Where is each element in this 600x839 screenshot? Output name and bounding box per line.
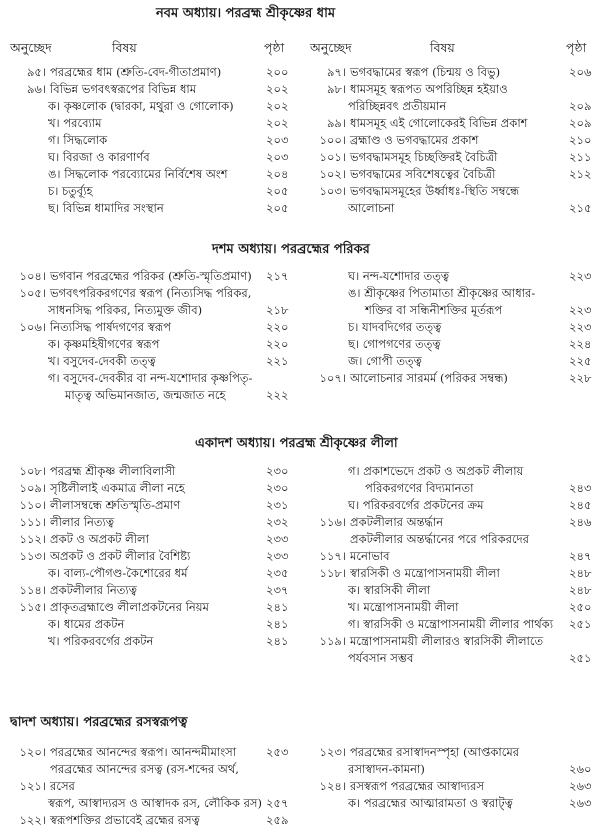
entry-subject: প্রকটলীলার নিত্যত্ব	[50, 583, 137, 597]
toc-entry	[300, 531, 600, 565]
toc-entry	[0, 183, 300, 200]
column-headers	[0, 38, 600, 58]
entry-subject: ব্রহ্মাণ্ড ও ভগবদ্ধামের প্রকাশ	[350, 133, 479, 147]
entry-page-number: ২০০	[266, 65, 289, 79]
toc-entry	[0, 149, 300, 166]
entry-number: ৯৮।	[326, 82, 346, 96]
chapter-12	[0, 713, 600, 839]
entry-page-number: ২০৩	[266, 150, 289, 164]
entry-subject: গ। বসুদেব-দেবকীর বা নন্দ-যশোদার কৃষ্ণপিতৃ-	[48, 371, 253, 385]
entry-page-number: ২২৩	[569, 320, 592, 334]
entry-page-number: ২১৫	[569, 201, 592, 215]
toc-entry	[300, 285, 600, 302]
entry-page-number: ২৬৩	[569, 779, 592, 793]
entry-subject: ক। কৃষ্ণলোক (দ্বারকা, মথুরা ও গোলোক)	[48, 99, 234, 113]
entry-subject: অপ্রকট ও প্রকট লীলার বৈশিষ্ট্য	[50, 549, 191, 563]
toc-entry	[0, 744, 300, 761]
toc-entry	[300, 514, 600, 531]
chapter-9-left-column	[0, 64, 300, 217]
entry-subject: নিত্যসিদ্ধ পার্ষদগণের স্বরূপ	[50, 320, 171, 334]
chapter-9-title: নবম অধ্যায়। পরব্রহ্ম শ্রীকৃষ্ণের ধাম	[156, 6, 336, 21]
entry-number: ১২০।	[19, 745, 46, 759]
entry-subject: ঙ। সিদ্ধলোক পরব্যোমের নির্বিশেষ অংশ	[48, 167, 228, 181]
entry-page-number: ২২১	[266, 354, 289, 368]
entry-page-number: ২৫৯	[266, 813, 289, 827]
entry-subject: ভগবৎপরিকরগণের স্বরূপ (নিত্যসিদ্ধ পরিকর,	[50, 286, 252, 300]
entry-number: ১০১।	[319, 150, 346, 164]
toc-entry	[300, 582, 600, 599]
toc-entry-continuation	[300, 200, 600, 217]
toc-entry	[0, 633, 300, 650]
chapter-11-right-column	[300, 463, 600, 667]
entry-subject: ভগবদ্ধামসমূহের উর্ধ্বাধঃ-স্থিতি সম্বন্ধে	[350, 184, 520, 198]
entry-page-number: ২২৩	[569, 269, 592, 283]
toc-entry	[0, 812, 300, 829]
entry-page-number: ২২৪	[569, 337, 592, 351]
entry-subject: ঙ। শ্রীকৃষ্ণের পিতামাতা শ্রীকৃষ্ণের আধার-	[348, 286, 536, 300]
toc-entry-continuation	[0, 795, 300, 812]
entry-subject: ভগবদ্ধামের সবিশেষত্বের বৈচিত্রী	[350, 167, 496, 181]
entry-page-number: ২১০	[569, 133, 592, 147]
toc-entry	[300, 336, 600, 353]
entry-subject: পরব্রহ্ম শ্রীকৃষ্ণ লীলাবিলাসী	[50, 464, 176, 478]
entry-page-number: ২০২	[266, 99, 289, 113]
entry-subject: খ। পরব্যোম	[48, 116, 102, 130]
header-page: পৃষ্ঠা	[264, 40, 285, 55]
entry-number: ১২২।	[19, 813, 46, 827]
entry-subject: ঘ। নন্দ-যশোদার তত্ত্ব	[348, 269, 450, 283]
toc-entry	[0, 497, 300, 514]
entry-subject: চ। চতুর্ব্যূহ	[48, 184, 93, 198]
entry-subject: প্রকটলীলার অন্তর্দ্ধান	[350, 515, 444, 529]
entry-number: ১১০।	[19, 498, 46, 512]
entry-number: ১০৭।	[319, 371, 346, 385]
entry-page-number: ২৬৩	[569, 796, 592, 810]
entry-page-number: ২৩০	[266, 464, 289, 478]
chapter-10-left-column	[0, 268, 300, 404]
entry-subject: সৃষ্টিলীলাই একমাত্র লীলা নহে	[50, 481, 185, 495]
entry-page-number: ২৩২	[266, 515, 289, 529]
toc-entry	[300, 744, 600, 761]
entry-subject: খ। বসুদেব-দেবকী তত্ত্ব	[48, 354, 156, 368]
entry-page-number: ২৪৭	[569, 549, 592, 563]
entry-subject: পরব্রহ্মের আনন্দের স্বরূপ। আনন্দমীমাংসা	[50, 745, 237, 759]
toc-entry	[300, 353, 600, 370]
entry-subject: ভগবান পরব্রহ্মের পরিকর (শ্রুতি-স্মৃতিপ্রমাণ)	[50, 269, 252, 283]
entry-subject: ক। ধামের প্রকটন	[48, 617, 125, 631]
toc-entry	[300, 166, 600, 183]
entry-page-number: ২৫১	[569, 617, 592, 631]
toc-entry	[300, 268, 600, 285]
header-page: পৃষ্ঠা	[566, 40, 587, 55]
entry-page-number: ২২৮	[569, 371, 592, 385]
entry-subject: ঘ। বিরজা ও কারণার্ণব	[48, 150, 150, 164]
entry-page-number: ২২৫	[569, 354, 592, 368]
entry-subject: রসস্বরূপ পরব্রহ্মের আস্বাদ্যরস	[350, 779, 485, 793]
toc-entry	[300, 149, 600, 166]
toc-entry	[0, 616, 300, 633]
toc-entry	[0, 98, 300, 115]
entry-subject: গ। স্বারসিকী ও মন্ত্রোপাসনাময়ী লীলার পার্থক্য	[348, 617, 554, 631]
entry-number: ৯৯।	[326, 116, 346, 130]
entry-page-number: ২৪৬	[569, 515, 592, 529]
entry-number: ১২৩।	[319, 745, 346, 759]
entry-page-number: ২৫৭	[266, 796, 289, 810]
entry-number: ৯৭।	[326, 65, 346, 79]
header-subject: বিষয়	[112, 40, 137, 55]
toc-entry	[300, 370, 600, 387]
chapter-10-title: দশম অধ্যায়। পরব্রহ্মের পরিকর	[212, 242, 370, 257]
entry-subject: ছ। গোপগণের তত্ত্ব	[348, 337, 441, 351]
toc-entry-continuation	[300, 480, 600, 497]
entry-number: ১০০।	[319, 133, 346, 147]
entry-subject: খ। পরিকরবর্গের প্রকটন	[48, 634, 154, 648]
entry-page-number: ২৫০	[569, 600, 592, 614]
toc-entry	[300, 795, 600, 812]
toc-entry	[0, 81, 300, 98]
entry-number: ১১৩।	[19, 549, 46, 563]
entry-subject: পরিকরগণের বিদ্যমানতা	[365, 481, 474, 495]
toc-entry	[0, 548, 300, 565]
chapter-9	[0, 0, 600, 217]
toc-entry	[300, 599, 600, 616]
toc-entry	[0, 565, 300, 582]
entry-subject: পর্যবসান সম্ভব	[348, 651, 414, 665]
chapter-9-right-column	[300, 64, 600, 217]
toc-entry	[300, 497, 600, 514]
entry-page-number: ২৪১	[266, 634, 289, 648]
entry-subject: প্রকট ও অপ্রকট লীলা	[50, 532, 149, 546]
entry-page-number: ২০৫	[266, 201, 289, 215]
entry-page-number: ২০৬	[569, 65, 592, 79]
entry-page-number: ২৩৩	[266, 532, 289, 546]
entry-subject: মাতৃত্ব অভিমানজাত, জন্মজাত নহে	[65, 388, 226, 402]
entry-subject: ভগবদ্ধামের স্বরূপ (চিন্ময় ও বিভু)	[350, 65, 501, 79]
toc-entry	[0, 514, 300, 531]
entry-number: ১১৯।	[319, 634, 346, 648]
toc-entry	[0, 200, 300, 217]
toc-entry	[0, 370, 300, 387]
toc-entry	[300, 115, 600, 132]
toc-entry	[0, 599, 300, 616]
toc-entry	[300, 565, 600, 582]
toc-entry-continuation	[300, 761, 600, 778]
entry-number: ১১৫।	[19, 600, 46, 614]
header-para: অনুচ্ছেদ	[310, 40, 352, 55]
entry-subject: পরব্রহ্মের আনন্দের রসত্ব (রস-শব্দের অর্থ, রসের	[50, 762, 239, 793]
entry-subject: পরব্রহ্মের রসাস্বাদনস্পৃহা (আপ্তকামের	[350, 745, 520, 759]
entry-page-number: ২৩০	[266, 481, 289, 495]
entry-subject: সাধনসিদ্ধ পরিকর, নিত্যমুক্ত জীব)	[48, 303, 203, 317]
toc-entry	[0, 480, 300, 497]
toc-entry	[0, 285, 300, 302]
entry-subject: বিভিন্ন ভগবৎস্বরূপের বিভিন্ন ধাম	[50, 82, 197, 96]
entry-page-number: ২৬০	[569, 762, 592, 776]
entry-subject: ধামসমূহ স্বরূপত অপরিচ্ছিন্ন হইয়াও	[350, 82, 508, 96]
toc-entry	[300, 81, 600, 98]
entry-subject: ছ। বিভিন্ন ধামাদির সংস্থান	[48, 201, 164, 215]
entry-page-number: ২০৯	[569, 99, 592, 113]
entry-page-number: ২৪৩	[569, 481, 592, 495]
toc-entry	[0, 132, 300, 149]
entry-page-number: ২০৯	[569, 116, 592, 130]
toc-entry	[300, 463, 600, 480]
entry-number: ১২১।	[19, 779, 46, 793]
entry-number: ১০৫।	[19, 286, 46, 300]
entry-subject: ক। পরব্রহ্মের আত্মারামতা ও স্বরাট্ত্ব	[348, 796, 513, 810]
entry-page-number: ২৩৭	[266, 583, 289, 597]
toc-entry-continuation	[300, 650, 600, 667]
entry-page-number: ২৩৩	[266, 549, 289, 563]
chapter-10-right-column	[300, 268, 600, 387]
chapter-10	[0, 240, 600, 404]
entry-page-number: ২৫১	[569, 651, 592, 665]
toc-entry	[300, 633, 600, 650]
entry-number: ১২৪।	[319, 779, 346, 793]
toc-entry-continuation	[0, 387, 300, 404]
toc-entry	[0, 319, 300, 336]
entry-number: ১০৩।	[319, 184, 346, 198]
toc-entry	[0, 761, 300, 795]
toc-entry	[300, 132, 600, 149]
header-para: অনুচ্ছেদ	[10, 40, 52, 55]
entry-subject: স্বরূপ, আস্বাদ্যরস ও আস্বাদক রস, লৌকিক রস)	[48, 796, 263, 810]
entry-number: ৯৫।	[26, 65, 46, 79]
toc-entry	[0, 531, 300, 548]
entry-page-number: ২১১	[569, 150, 592, 164]
entry-number: ১১৭।	[319, 549, 346, 563]
entry-page-number: ২৩১	[266, 498, 289, 512]
entry-page-number: ২৪৫	[569, 498, 592, 512]
entry-subject: ভগবদ্ধামসমূহ চিচ্ছক্তিরই বৈচিত্রী	[350, 150, 498, 164]
entry-subject: আলোচনার সারমর্ম (পরিকর সম্বন্ধ)	[350, 371, 508, 385]
entry-page-number: ২৪১	[266, 617, 289, 631]
entry-page-number: ২০২	[266, 82, 289, 96]
entry-number: ১০৪।	[19, 269, 46, 283]
entry-page-number: ২১২	[569, 167, 592, 181]
entry-page-number: ২০৫	[266, 184, 289, 198]
entry-number: ১০৮।	[19, 464, 46, 478]
entry-subject: ঘ। পরিকরবর্গের প্রকটনের ক্রম	[348, 498, 484, 512]
entry-subject: স্বরূপশক্তির প্রভাবেই ব্রহ্মের রসত্ব	[50, 813, 200, 827]
toc-entry	[300, 64, 600, 81]
entry-subject: লীলার নিত্যত্ব	[50, 515, 115, 529]
entry-page-number: ২০২	[266, 116, 289, 130]
entry-subject: ক। স্বারসিকী লীলা	[348, 583, 431, 597]
entry-page-number: ২২০	[266, 320, 289, 334]
entry-subject: আলোচনা	[348, 201, 395, 215]
entry-subject: লীলাসম্বন্ধে শ্রুতিস্মৃতি-প্রমাণ	[50, 498, 181, 512]
entry-subject: স্বারসিকী ও মন্ত্রোপাসনাময়ী লীলা	[350, 566, 500, 580]
entry-subject: শক্তির বা সন্ধিনীশক্তির মূর্তরূপ	[365, 303, 503, 317]
toc-entry-continuation	[300, 302, 600, 319]
entry-subject: গ। সিদ্ধলোক	[48, 133, 108, 147]
entry-number: ১০৯।	[19, 481, 46, 495]
entry-page-number: ২৩৫	[266, 566, 289, 580]
entry-subject: গ। প্রকাশভেদে প্রকট ও অপ্রকট লীলায়	[348, 464, 524, 478]
toc-entry	[0, 166, 300, 183]
entry-page-number: ২২৩	[569, 303, 592, 317]
entry-number: ১১১।	[19, 515, 46, 529]
toc-entry	[300, 183, 600, 200]
chapter-12-title: দ্বাদশ অধ্যায়। পরব্রহ্মের রসস্বরূপত্ব	[10, 715, 188, 730]
chapter-12-right-column	[300, 744, 600, 812]
entry-subject: প্রকটলীলার অন্তর্দ্ধানের পরে পরিকরদের মনোভাব	[350, 532, 529, 563]
entry-subject: মন্ত্রোপাসনাময়ী লীলারও স্বারসিকী লীলাতে	[350, 634, 544, 648]
chapter-11-left-column	[0, 463, 300, 650]
entry-page-number: ২৪৮	[569, 583, 592, 597]
chapter-12-left-column	[0, 744, 300, 829]
chapter-11	[0, 434, 600, 667]
entry-subject: রসাস্বাদন-কামনা)	[348, 762, 425, 776]
entry-subject: ক। কৃষ্ণমহিষীগণের স্বরূপ	[48, 337, 160, 351]
toc-entry	[0, 115, 300, 132]
toc-entry	[0, 268, 300, 285]
toc-entry	[300, 616, 600, 633]
toc-entry	[0, 64, 300, 81]
entry-number: ১১৮।	[319, 566, 346, 580]
toc-entry	[0, 353, 300, 370]
entry-number: ১১৬।	[319, 515, 346, 529]
entry-subject: পরিচ্ছিন্নবৎ প্রতীয়মান	[348, 99, 447, 113]
entry-page-number: ২০৩	[266, 133, 289, 147]
entry-page-number: ২৪৮	[569, 566, 592, 580]
entry-number: ১১২।	[19, 532, 46, 546]
entry-subject: ক। বাল্য-পৌগণ্ড-কৈশোরের ধর্ম	[48, 566, 188, 580]
entry-subject: ধামসমূহ এই গোলোকেরই বিভিন্ন প্রকাশ	[350, 116, 528, 130]
chapter-11-title: একাদশ অধ্যায়। পরব্রহ্ম শ্রীকৃষ্ণের লীলা	[195, 436, 398, 451]
toc-entry	[300, 778, 600, 795]
toc-entry-continuation	[300, 98, 600, 115]
entry-page-number: ২৫৩	[266, 745, 289, 759]
header-subject: বিষয়	[430, 40, 455, 55]
entry-page-number: ২২০	[266, 337, 289, 351]
toc-entry	[0, 582, 300, 599]
entry-page-number: ২০৪	[266, 167, 289, 181]
entry-number: ৯৬।	[26, 82, 46, 96]
entry-page-number: ২৪১	[266, 600, 289, 614]
entry-subject: চ। যাদবদিগের তত্ত্ব	[348, 320, 442, 334]
entry-page-number: ২১৮	[266, 303, 289, 317]
entry-subject: প্রাকৃতব্রহ্মাণ্ডে লীলাপ্রকটনের নিয়ম	[50, 600, 209, 614]
entry-subject: জ। গোপী তত্ত্ব	[348, 354, 422, 368]
entry-subject: খ। মন্ত্রোপাসনাময়ী লীলা	[348, 600, 459, 614]
toc-entry	[0, 463, 300, 480]
entry-subject: পরব্রহ্মের ধাম (শ্রুতি-বেদ-গীতাপ্রমাণ)	[50, 65, 222, 79]
entry-number: ১০২।	[319, 167, 346, 181]
entry-page-number: ২১৭	[266, 269, 289, 283]
toc-entry	[300, 319, 600, 336]
toc-entry-continuation	[0, 302, 300, 319]
entry-number: ১১৪।	[19, 583, 46, 597]
entry-page-number: ২২২	[266, 388, 289, 402]
entry-number: ১০৬।	[19, 320, 46, 334]
toc-entry	[0, 336, 300, 353]
